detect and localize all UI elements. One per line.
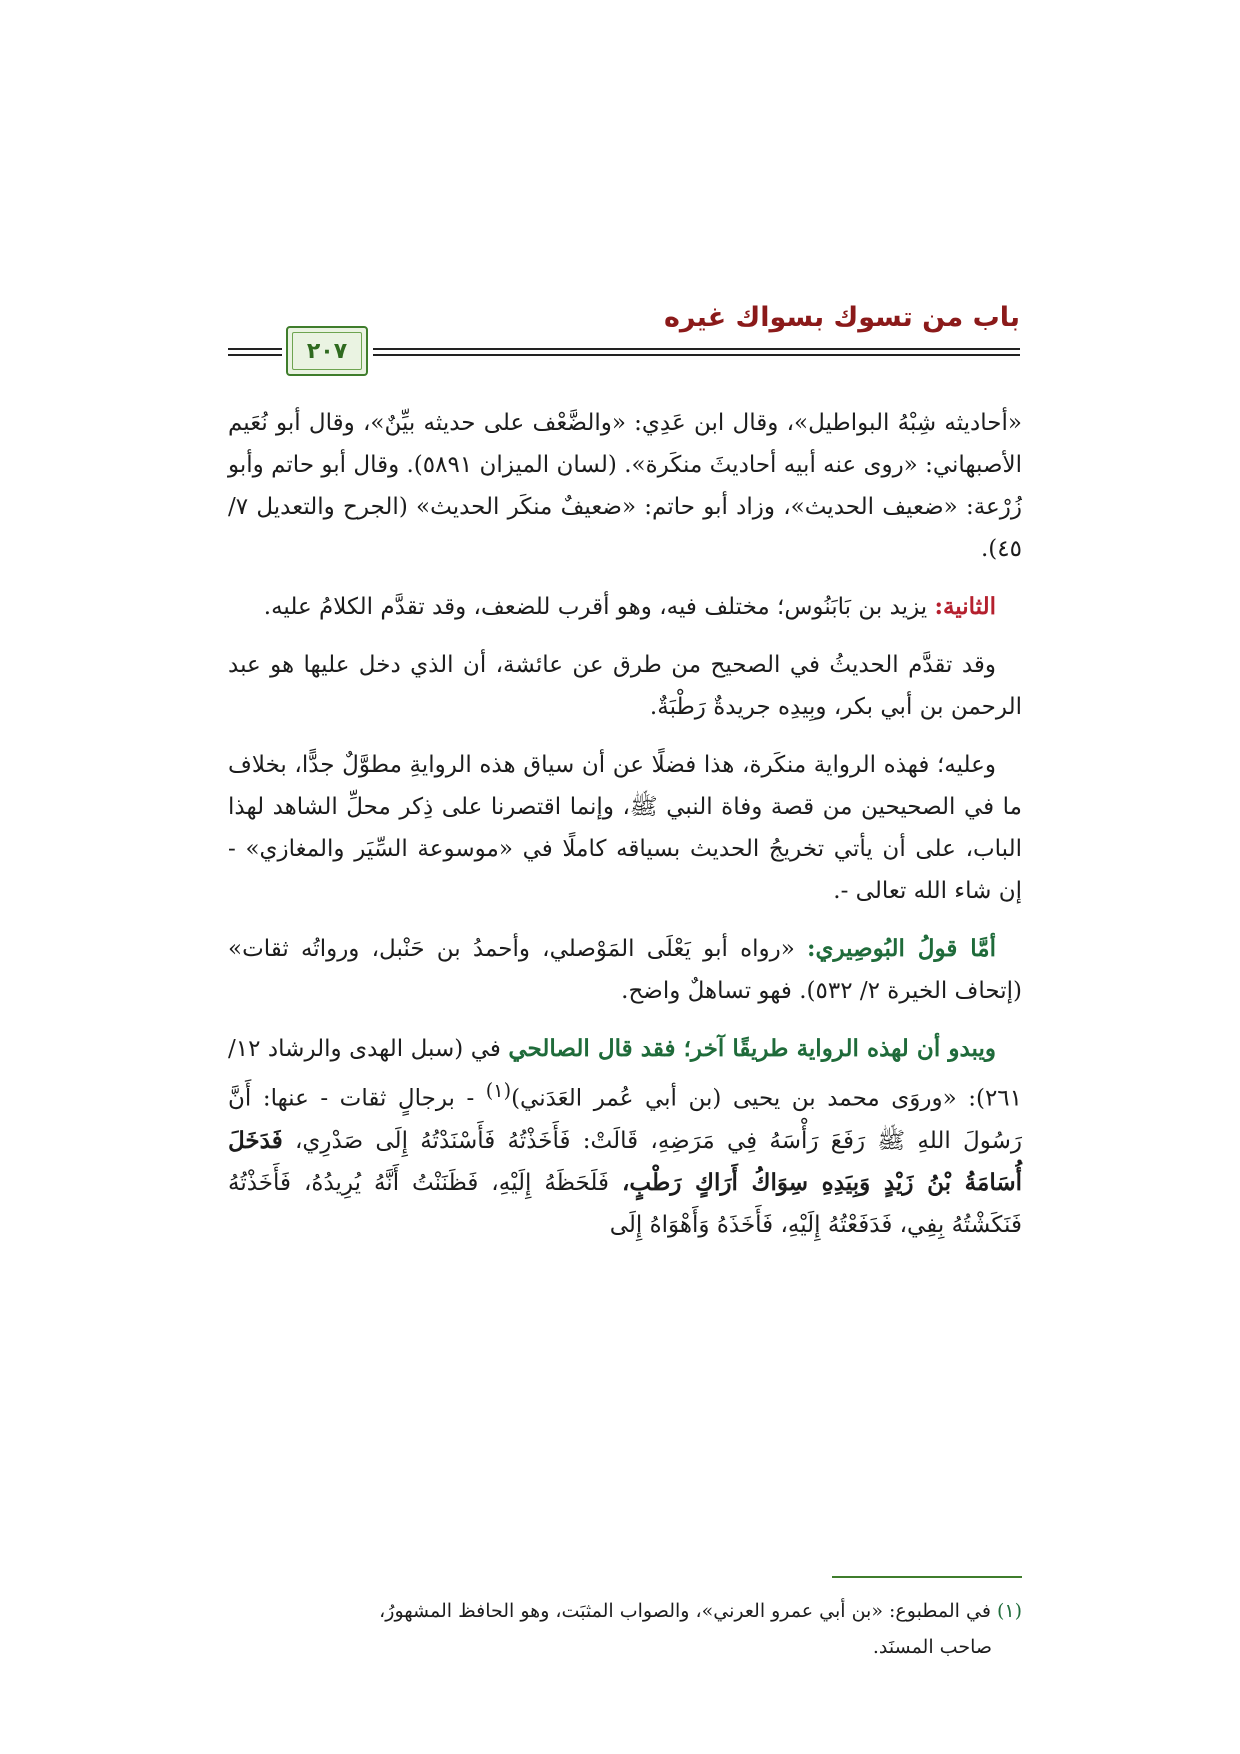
page-header: [228, 302, 1020, 392]
paragraph-text: - برجالٍ ثقات - عنها: أَنَّ رَسُولَ اللهِ ﷺ رَفَعَ رَأْسَهُ فِي مَرَضِهِ، قَالَتْ: فَأَخَذْتُهُ فَأَسْنَدْتُهُ إِلَى صَدْرِي،: [228, 1085, 1022, 1154]
chapter-title: باب من تسوك بسواك غيره: [663, 302, 1020, 333]
paragraph-text: «رواه أبو يَعْلَى المَوْصلي، وأحمدُ بن حَنْبل، ورواتُه ثقات» (إتحاف الخيرة ٢/ ٥٣٢). فهو تساهلٌ واضح.: [228, 936, 1022, 1004]
paragraph-text: وقد تقدَّم الحديثُ في الصحيح من طرق عن عائشة، أن الذي دخل عليها هو عبد الرحمن بن أبي بكر، وبِيدِه جريدةٌ رَطْبَةٌ.: [228, 652, 1022, 720]
paragraph: [228, 644, 1022, 728]
footnote-text: صاحب المسنَد.: [872, 1636, 992, 1658]
footnote-marker[interactable]: (١): [485, 1079, 512, 1102]
paragraph-text: في (سبل الهدى والرشاد ١٢/ ٢٦١): «وروَى محمد بن يحيى (بن أبي عُمر العَدَني): [228, 1036, 1023, 1112]
paragraph: [228, 402, 1022, 570]
paragraph: [228, 586, 1022, 628]
footnote-number: (١): [996, 1600, 1022, 1622]
footnote: [228, 1593, 1022, 1665]
header-rule: [373, 348, 1020, 350]
header-rule: [228, 354, 282, 356]
paragraph-label: ويبدو أن لهذه الرواية طريقًا آخر؛ فقد قال الصالحي: [508, 1035, 996, 1062]
page-number-badge: [286, 326, 368, 376]
paragraph-text: «أحاديثه شِبْهُ البواطيل»، وقال ابن عَدِي: «والضَّعْف على حديثه بيِّنٌ»، وقال أبو نُعَيم الأصبهاني: «روى عنه أبيه أحاديثَ منكَرة». (لسان الميزان ٥٨٩١). وقال أبو حاتم وأبو زُرْعة: «ضعيف الحديث»، وزاد أبو حاتم: «ضعيفٌ منكَر الحديث» (الجرح والتعديل ٧/ ٤٥).: [228, 410, 1022, 562]
paragraph: [228, 744, 1022, 912]
paragraph: [228, 1028, 1022, 1246]
header-rule: [373, 354, 1020, 356]
paragraph-text: يزيد بن بَابَنُوس؛ مختلف فيه، وهو أقرب للضعف، وقد تقدَّم الكلامُ عليه.: [263, 594, 935, 620]
header-rule: [228, 348, 282, 350]
paragraph-label: الثانية:: [934, 593, 996, 620]
footnote-text: في المطبوع: «بن أبي عمرو العرني»، والصواب المثبَت، وهو الحافظ المشهورُ،: [379, 1600, 997, 1622]
paragraph-label: أمَّا قولُ البُوصِيري:: [807, 935, 996, 962]
page-number: ٢٠٧: [306, 338, 348, 364]
paragraph: [228, 928, 1022, 1012]
footnote-separator: [832, 1576, 1022, 1578]
hadith-quote: فَدَخَلَ أُسَامَةُ بْنُ زَيْدٍ وَبِيَدِهِ سِوَاكُ أَرَاكٍ رَطْبٍ،: [228, 1126, 1022, 1196]
main-text: [228, 402, 1022, 1262]
paragraph-text: وعليه؛ فهذه الرواية منكَرة، هذا فضلًا عن أن سياق هذه الروايةِ مطوَّلٌ جدًّا، بخلاف ما في الصحيحين من قصة وفاة النبي ﷺ، وإنما اقتصرنا على ذِكر محلِّ الشاهد لهذا الباب، على أن يأتي تخريجُ الحديث بسياقه كاملًا في «موسوعة السِّيَر والمغازي» - إن شاء الله تعالى -.: [228, 752, 1022, 904]
paragraph-text: فَلَحَظَهُ إِلَيْهِ، فَظَنَنْتُ أَنَّهُ يُرِيدُهُ، فَأَخَذْتُهُ فَنَكَشْتُهُ بِفِي، فَدَفَعْتُهُ إِلَيْهِ، فَأَخَذَهُ وَأَهْوَاهُ إِلَى: [228, 1169, 1022, 1238]
